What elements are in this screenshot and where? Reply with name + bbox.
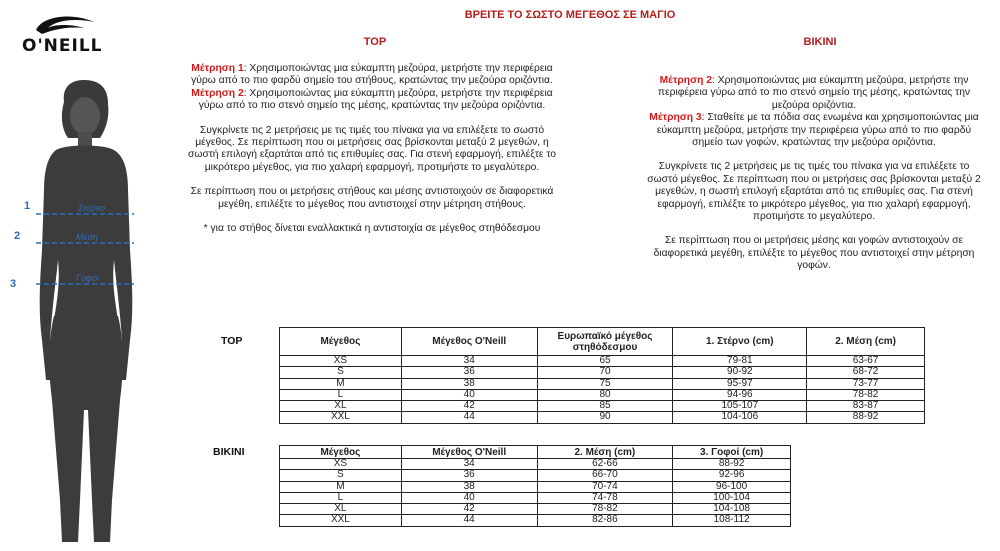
table-cell: 79-81 [673, 356, 807, 367]
table-cell: 65 [537, 356, 673, 367]
brand-name: O'NEILL [22, 36, 103, 56]
table-cell: 68-72 [807, 367, 925, 378]
table-row [280, 356, 925, 367]
top-table-header: 1. Στέρνο (cm) [673, 328, 807, 356]
table-row [280, 504, 791, 515]
table-cell: XXL [280, 515, 402, 526]
table-cell: XS [280, 356, 402, 367]
top-table-label: TOP [221, 335, 243, 347]
top-m2-label: Μέτρηση 2 [191, 87, 244, 99]
bikini-m3-label: Μέτρηση 3 [649, 112, 702, 124]
table-cell: XS [280, 459, 402, 470]
wave-logo-icon [32, 14, 102, 36]
table-cell: 83-87 [807, 401, 925, 412]
table-cell: 44 [401, 515, 537, 526]
table-cell: 36 [401, 470, 537, 481]
top-instructions [184, 63, 560, 247]
top-m1-text: : Χρησιμοποιώντας μια εύκαμπτη μεζούρα, μετρήστε την περιφέρεια γύρω από το πιο φαρδύ σημείο του στήθους, κρατώντας την μεζούρα οριζόντια. [191, 63, 553, 87]
table-cell: 88-92 [807, 412, 925, 423]
table-cell: 40 [401, 492, 537, 503]
table-cell: M [280, 378, 402, 389]
table-cell: 100-104 [673, 492, 791, 503]
bikini-table-label: BIKINI [213, 446, 245, 458]
table-cell: 82-86 [537, 515, 673, 526]
top-table-header: 2. Μέση (cm) [807, 328, 925, 356]
table-cell: 75 [537, 378, 673, 389]
table-cell: 96-100 [673, 481, 791, 492]
table-cell: S [280, 470, 402, 481]
table-cell: 104-108 [673, 504, 791, 515]
bikini-table-header: Μέγεθος O'Neill [401, 446, 537, 459]
table-row [280, 412, 925, 423]
table-cell: XL [280, 504, 402, 515]
table-cell: 74-78 [537, 492, 673, 503]
marker-2-number: 2 [14, 230, 21, 242]
table-cell: 104-106 [673, 412, 807, 423]
marker-3-label: Γοφοί [76, 273, 100, 283]
marker-1-label: Στέρνο [78, 203, 106, 213]
table-cell: 78-82 [807, 389, 925, 400]
bikini-table-header: 3. Γοφοί (cm) [673, 446, 791, 459]
table-cell: 85 [537, 401, 673, 412]
bikini-instructions [644, 75, 984, 285]
table-row [280, 481, 791, 492]
table-cell: 88-92 [673, 459, 791, 470]
table-cell: 34 [401, 459, 537, 470]
bikini-m2-text: : Χρησιμοποιώντας μια εύκαμπτη μεζούρα, μετρήστε την περιφέρεια γύρω από το πιο στενό σημείο της μέσης, κρατώντας την μεζούρα οριζόντια. [657, 75, 971, 111]
table-cell: 95-97 [673, 378, 807, 389]
table-cell: 40 [401, 389, 537, 400]
table-cell: 92-96 [673, 470, 791, 481]
table-cell: 44 [401, 412, 537, 423]
table-cell: XXL [280, 412, 402, 423]
bikini-m2-label: Μέτρηση 2 [659, 75, 713, 86]
table-cell: 73-77 [807, 378, 925, 389]
top-mismatch-text: Σε περίπτωση που οι μετρήσεις στήθους και μέσης αντιστοιχούν σε διαφορετικά μεγέθη, επιλέξτε το μέγεθος που αντιστοιχεί στην μέτρηση στήθους. [190, 186, 554, 210]
table-cell: S [280, 367, 402, 378]
table-cell: 70 [537, 367, 673, 378]
top-size-table [279, 327, 925, 424]
table-cell: M [280, 481, 402, 492]
table-cell: 38 [401, 481, 537, 492]
table-row [280, 515, 791, 526]
table-cell: L [280, 492, 402, 503]
table-cell: 78-82 [537, 504, 673, 515]
table-cell: 108-112 [673, 515, 791, 526]
table-row [280, 470, 791, 481]
table-cell: 70-74 [537, 481, 673, 492]
bikini-table-header: Μέγεθος [280, 446, 402, 459]
table-cell: 34 [401, 356, 537, 367]
bikini-mismatch-text: Σε περίπτωση που οι μετρήσεις μέσης και γοφών αντιστοιχούν σε διαφορετικά μεγέθη, επιλέξτε το μέγεθος που αντιστοιχεί στην μέτρηση γοφών. [653, 235, 975, 272]
bikini-m3-text: : Σταθείτε με τα πόδια σας ενωμένα και χρησιμοποιώντας μια εύκαμπτη μεζούρα, μετρήστε την περιφέρεια γύρω από το πιο φαρδύ σημείο των γοφών, κρατώντας την μεζούρα οριζόντια. [656, 112, 979, 149]
table-cell: 36 [401, 367, 537, 378]
marker-2-label: Μέση [76, 232, 98, 242]
table-row [280, 401, 925, 412]
table-row [280, 378, 925, 389]
table-cell: 66-70 [537, 470, 673, 481]
table-row [280, 492, 791, 503]
top-table-header: Μέγεθος [280, 328, 402, 356]
table-cell: 90 [537, 412, 673, 423]
bikini-compare-text: Συγκρίνετε τις 2 μετρήσεις με τις τιμές του πίνακα για να επιλέξετε το σωστό μέγεθος. Σε περίπτωση που οι μετρήσεις σας βρίσκονται μεταξύ 2 μεγεθών, η σωστή επιλογή εξαρτάται από τις επιθυμίες σας. Για στενή εφαρμογή, επιλέξτε το μικρότερο μέγεθος, για πιο χαλαρή εφαρμογή, προτιμήστε το μεγαλύτερο. [647, 161, 981, 223]
table-cell: 63-67 [807, 356, 925, 367]
table-cell: 90-92 [673, 367, 807, 378]
bikini-table-header: 2. Μέση (cm) [537, 446, 673, 459]
table-cell: 80 [537, 389, 673, 400]
table-cell: 42 [401, 401, 537, 412]
page-title: ΒΡΕΙΤΕ ΤΟ ΣΩΣΤΟ ΜΕΓΕΘΟΣ ΣΕ ΜΑΓΙΟ [464, 9, 676, 21]
body-figure [0, 80, 180, 546]
table-row [280, 389, 925, 400]
bikini-size-table [279, 445, 791, 527]
table-cell: 62-66 [537, 459, 673, 470]
brand-logo [18, 14, 118, 56]
table-cell: 94-96 [673, 389, 807, 400]
top-section-title: TOP [363, 36, 387, 48]
top-m1-label: Μέτρηση 1 [191, 63, 244, 74]
body-silhouette-icon [0, 80, 180, 546]
top-table-header: Ευρωπαϊκό μέγεθος στηθόδεσμου [537, 328, 673, 356]
marker-1-number: 1 [24, 200, 31, 212]
top-table-header: Μέγεθος O'Neill [401, 328, 537, 356]
table-cell: 105-107 [673, 401, 807, 412]
table-cell: L [280, 389, 402, 400]
top-compare-text: Συγκρίνετε τις 2 μετρήσεις με τις τιμές του πίνακα για να επιλέξετε το σωστό μέγεθος. Σε περίπτωση που οι μετρήσεις σας βρίσκονται μεταξύ 2 μεγεθών, η σωστή επιλογή εξαρτάται από τις επιθυμίες σας. Για στενή εφαρμογή, επιλέξτε το μικρότερο μέγεθος, για πιο χαλαρή εφαρμογή, προτιμήστε το μεγαλύτερο. [187, 124, 557, 173]
top-m2-text: : Χρησιμοποιώντας μια εύκαμπτη μεζούρα, μετρήστε την περιφέρεια γύρω από το πιο στενό σημείο της μέσης, κρατώντας την μεζούρα οριζόντια. [198, 87, 553, 112]
table-row [280, 459, 791, 470]
marker-3-number: 3 [10, 278, 17, 290]
table-cell: XL [280, 401, 402, 412]
bikini-section-title: BIKINI [803, 36, 837, 48]
table-cell: 38 [401, 378, 537, 389]
top-note-text: * για το στήθος δίνεται εναλλακτικά η αντιστοιχία σε μέγεθος στηθόδεσμου [203, 223, 541, 235]
table-cell: 42 [401, 504, 537, 515]
table-row [280, 367, 925, 378]
